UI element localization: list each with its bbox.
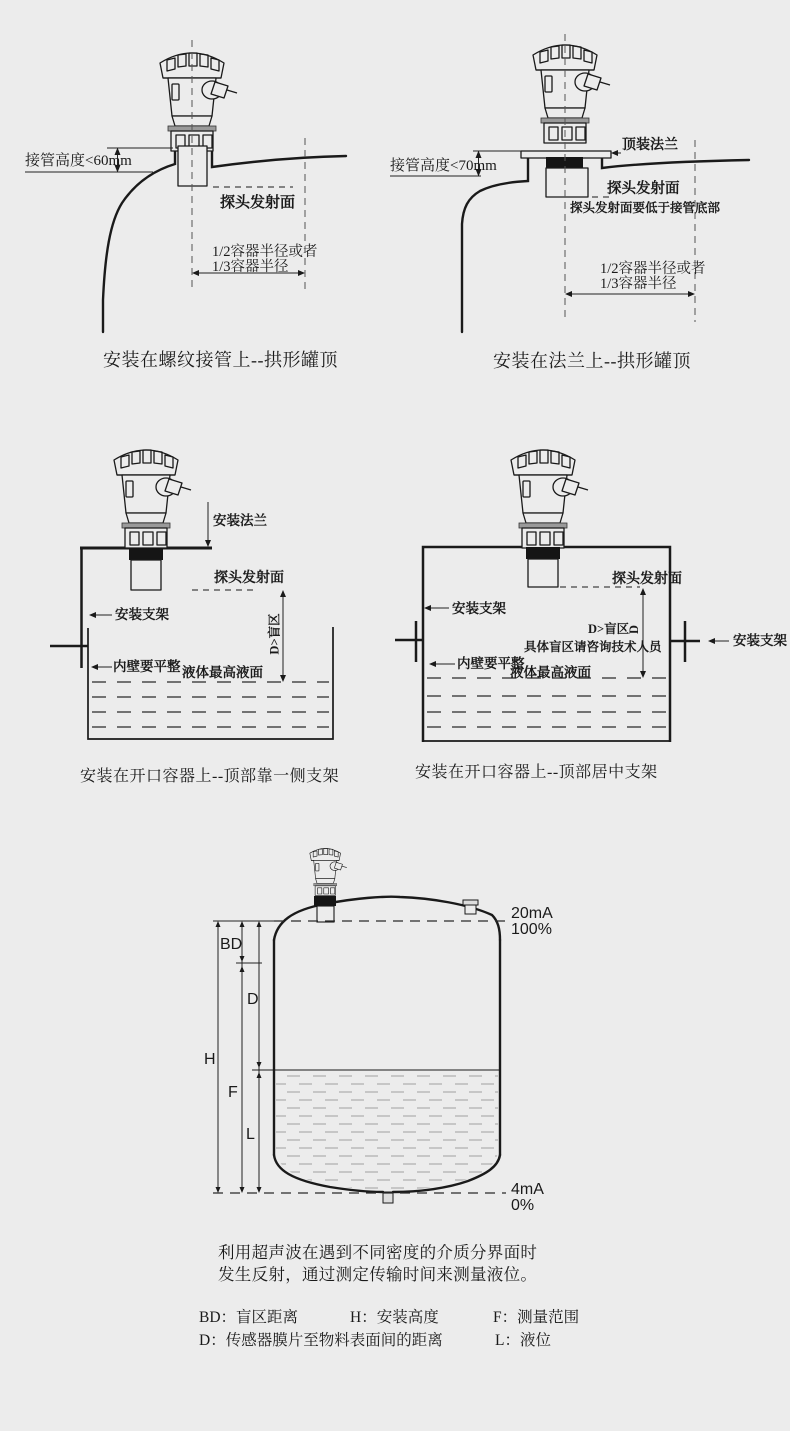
probe-face-label: 探头发射面 <box>607 181 680 197</box>
blind-zone-note: 具体盲区请咨询技术人员 <box>524 640 662 654</box>
mounting-bracket-right-label: 安装支架 <box>733 633 787 648</box>
description-line-1: 利用超声波在遇到不同密度的介质分界面时 <box>218 1243 538 1262</box>
middle-right-diagram-art <box>395 450 729 742</box>
mounting-bracket-label: 安装支架 <box>115 607 169 622</box>
liquid-fill <box>276 1072 498 1190</box>
radius-option-2: 1/3容器半径 <box>600 276 677 292</box>
pipe-height-label: 接管高度<60mm <box>25 153 132 169</box>
inner-wall-note: 内壁要平整 <box>457 656 525 671</box>
probe-face-note: 探头发射面要低于接管底部 <box>570 201 721 215</box>
top-left-caption: 安装在螺纹接管上--拱形罐顶 <box>103 350 338 370</box>
dim-l-label: L <box>246 1126 255 1143</box>
middle-right-caption: 安装在开口容器上--顶部居中支架 <box>415 764 658 781</box>
top-right-diagram-art <box>390 34 749 332</box>
legend-d: D：传感器膜片至物料表面间的距离 <box>199 1332 443 1349</box>
top-flange-label: 顶装法兰 <box>622 138 678 153</box>
mounting-flange-label: 安装法兰 <box>213 513 267 528</box>
dim-d-label: D <box>247 991 259 1008</box>
top-left-diagram-art <box>25 40 346 332</box>
probe-face-label: 探头发射面 <box>214 571 284 586</box>
output-low-percent: 0% <box>511 1197 535 1214</box>
legend-f: F：测量范围 <box>493 1309 580 1326</box>
blind-zone-label-rotated: D>盲区 <box>268 613 282 655</box>
mounting-bracket-left-label: 安装支架 <box>452 601 506 616</box>
bottom-tank-art <box>213 848 506 1203</box>
legend-h: H：安装高度 <box>350 1309 439 1326</box>
max-liquid-level-label: 液体最高液面 <box>510 665 591 680</box>
radius-option-2: 1/3容器半径 <box>212 259 289 275</box>
blind-zone-label: D>盲区 <box>588 622 630 636</box>
blind-zone-dim-rotated: D <box>627 624 642 634</box>
output-low-current: 4mA <box>511 1181 544 1198</box>
dim-h-label: H <box>204 1051 216 1068</box>
output-high-percent: 100% <box>511 921 552 938</box>
legend-l: L：液位 <box>495 1332 551 1349</box>
middle-left-diagram-art <box>50 450 333 739</box>
pipe-height-label: 接管高度<70mm <box>390 158 497 174</box>
radius-option-1: 1/2容器半径或者 <box>600 261 706 277</box>
output-high-current: 20mA <box>511 905 553 922</box>
max-liquid-level-label: 液体最高液面 <box>182 665 263 680</box>
probe-face-label: 探头发射面 <box>220 195 296 211</box>
dim-f-label: F <box>228 1084 238 1101</box>
description-line-2: 发生反射，通过测定传输时间来测量液位。 <box>218 1265 538 1284</box>
middle-left-caption: 安装在开口容器上--顶部靠一侧支架 <box>80 768 340 785</box>
radius-option-1: 1/2容器半径或者 <box>212 244 318 260</box>
inner-wall-note: 内壁要平整 <box>113 659 181 674</box>
top-right-caption: 安装在法兰上--拱形罐顶 <box>493 351 691 371</box>
bottom-sensor <box>310 848 347 895</box>
probe-face-label: 探头发射面 <box>612 572 682 587</box>
legend-bd: BD：盲区距离 <box>199 1309 299 1326</box>
dim-bd-label: BD <box>220 936 243 953</box>
